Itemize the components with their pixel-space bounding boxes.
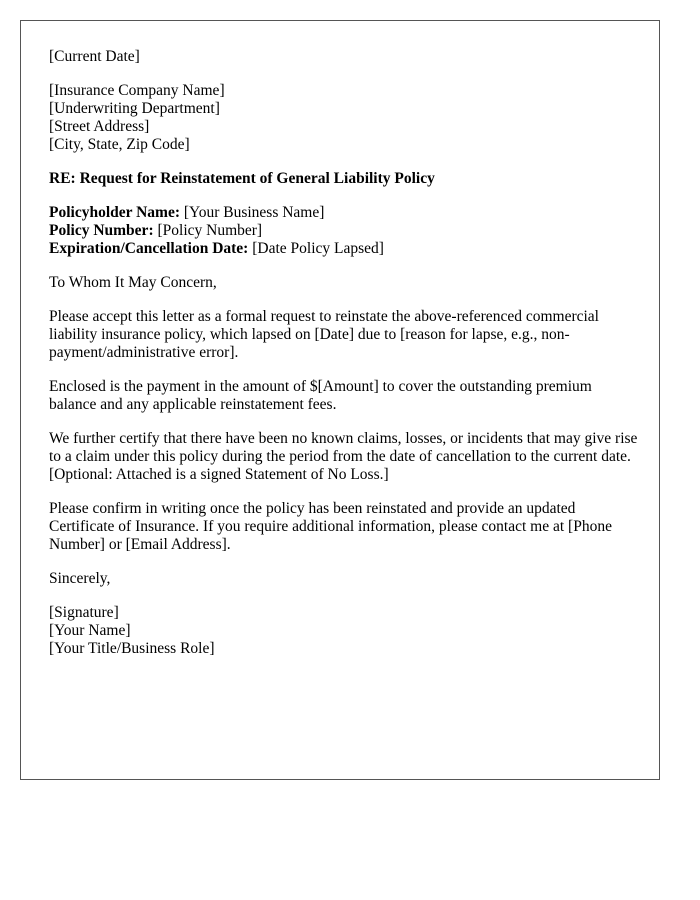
closing: Sincerely,: [49, 570, 111, 587]
policy-number-label: Policy Number:: [49, 222, 154, 239]
current-date: [Current Date]: [49, 48, 140, 65]
salutation: To Whom It May Concern,: [49, 274, 217, 291]
recipient-city-state-zip: [City, State, Zip Code]: [49, 136, 190, 153]
policyholder-row: [49, 204, 639, 222]
policy-number-value: [Policy Number]: [153, 222, 263, 239]
signature-placeholder: [Signature]: [49, 604, 119, 621]
policy-details: [49, 204, 639, 258]
expiration-label: Expiration/Cancellation Date:: [49, 240, 249, 257]
signer-name: [Your Name]: [49, 622, 131, 639]
paragraph-payment: Enclosed is the payment in the amount of $[Amount] to cover the outstanding premium balance and any applicable reinstatement fees.: [49, 378, 592, 413]
letter-page: [20, 20, 660, 780]
recipient-department: [Underwriting Department]: [49, 100, 220, 117]
policyholder-label: Policyholder Name:: [49, 204, 181, 221]
letter-body: [49, 48, 639, 674]
subject-line: [49, 170, 639, 188]
signer-title: [Your Title/Business Role]: [49, 640, 215, 657]
date-line: [49, 48, 639, 66]
subject-text: RE: Request for Reinstatement of General Liability Policy: [49, 170, 435, 187]
policy-number-row: [49, 222, 639, 240]
signature-block: [49, 604, 639, 658]
recipient-company: [Insurance Company Name]: [49, 82, 225, 99]
policyholder-value: [Your Business Name]: [180, 204, 325, 221]
expiration-row: [49, 240, 639, 258]
paragraph-request: Please accept this letter as a formal request to reinstate the above-referenced commercial liability insurance policy, which lapsed on [Date] due to [reason for lapse, e.g., non-payment/administrative error].: [49, 308, 599, 361]
recipient-street: [Street Address]: [49, 118, 150, 135]
recipient-address: [49, 82, 639, 154]
expiration-value: [Date Policy Lapsed]: [248, 240, 384, 257]
paragraph-certification: We further certify that there have been no known claims, losses, or incidents that may give rise to a claim under this policy during the period from the date of cancellation to the current date. [Optional: Attached is a signed Statement of No Loss.]: [49, 430, 638, 483]
paragraph-confirmation: Please confirm in writing once the policy has been reinstated and provide an updated Certificate of Insurance. If you require additional information, please contact me at [Phone Number] or [Email Address].: [49, 500, 612, 553]
